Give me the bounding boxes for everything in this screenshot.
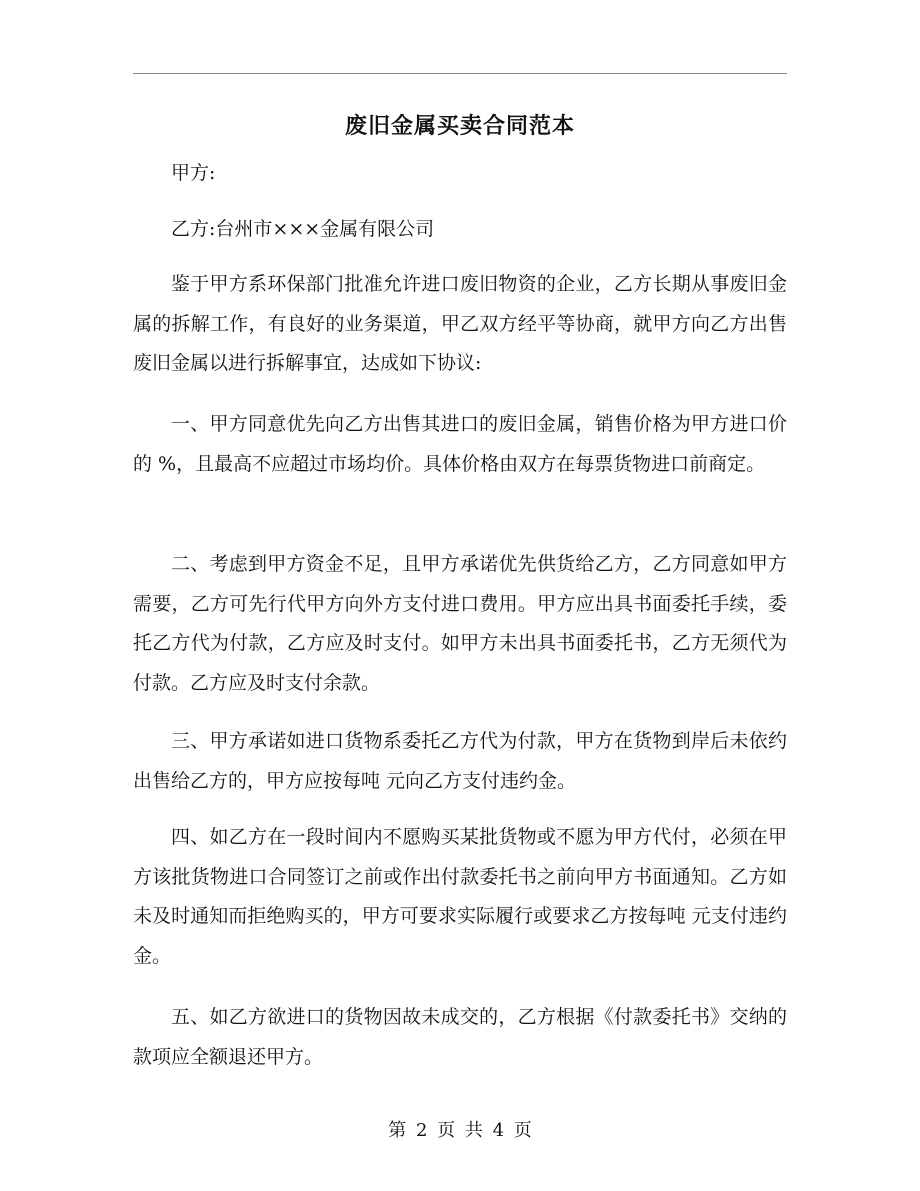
- clause-4-paragraph: 四、如乙方在一段时间内不愿购买某批货物或不愿为甲方代付，必须在甲方该批货物进口合同签订之前或作出付款委托书之前向甲方书面通知。乙方如未及时通知而拒绝购买的，甲方可要求实际履行或要求乙方按每吨 元支付违约金。: [133, 826, 787, 967]
- party-b-line: 乙方:台州市×××金属有限公司: [171, 218, 435, 240]
- clause-3-paragraph: 三、甲方承诺如进口货物系委托乙方代为付款，甲方在货物到岸后未依约出售给乙方的，甲方应按每吨 元向乙方支付违约金。: [133, 730, 787, 792]
- clause-1-paragraph: 一、甲方同意优先向乙方出售其进口的废旧金属，销售价格为甲方进口价的 %，且最高不应超过市场均价。具体价格由双方在每票货物进口前商定。: [133, 413, 787, 475]
- clause-5-paragraph: 五、如乙方欲进口的货物因故未成交的，乙方根据《付款委托书》交纳的款项应全额退还甲方。: [133, 1006, 787, 1068]
- page-number-footer: 第 2 页 共 4 页: [388, 1120, 532, 1141]
- intro-paragraph: 鉴于甲方系环保部门批准允许进口废旧物资的企业，乙方长期从事废旧金属的拆解工作，有良好的业务渠道，甲乙双方经平等协商，就甲方向乙方出售废旧金属以进行拆解事宜，达成如下协议:: [133, 273, 787, 374]
- clause-2-paragraph: 二、考虑到甲方资金不足，且甲方承诺优先供货给乙方，乙方同意如甲方需要，乙方可先行代甲方向外方支付进口费用。甲方应出具书面委托手续，委托乙方代为付款，乙方应及时支付。如甲方未出具书面委托书，乙方无须代为付款。乙方应及时支付余款。: [133, 553, 787, 694]
- header-rule: [133, 73, 787, 74]
- party-a-line: 甲方:: [171, 162, 216, 184]
- document-title: 废旧金属买卖合同范本: [344, 113, 575, 139]
